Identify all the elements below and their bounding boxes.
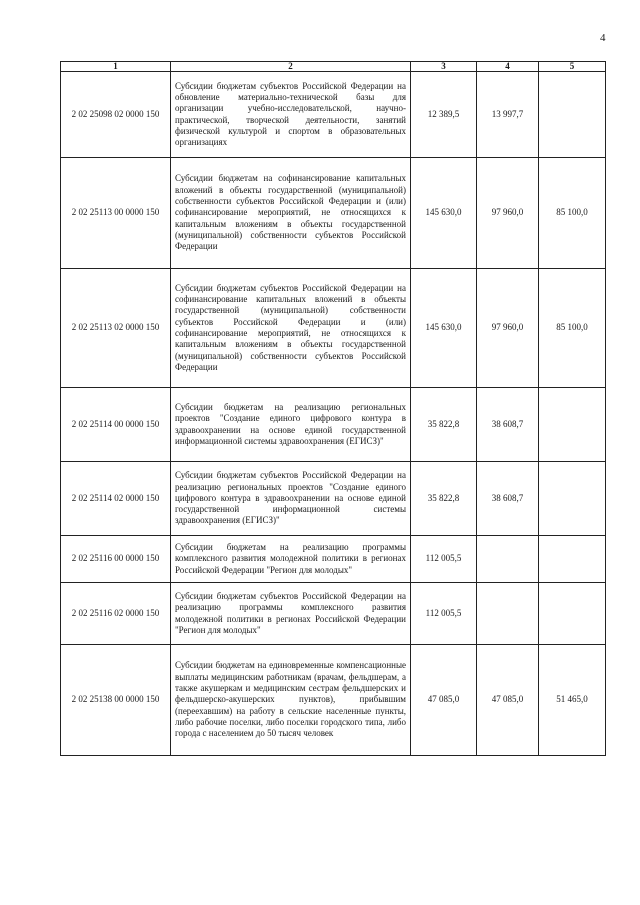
row-description: Субсидии бюджетам субъектов Российской Федерации на софинансирование капитальных вложений в объекты государственной (муниципальной) собственности субъектов Российской Федерации и (или) софинансирование мероприятий, не относящихся к капитальным вложениям в объекты государственной (муниципальной) собственности субъектов Российской Федерации bbox=[171, 269, 411, 388]
table-row bbox=[61, 645, 606, 756]
row-value-col3: 112 005,5 bbox=[411, 583, 477, 645]
row-value-col4: 97 960,0 bbox=[477, 269, 539, 388]
row-value-col5 bbox=[539, 388, 606, 462]
row-value-col5: 85 100,0 bbox=[539, 158, 606, 269]
row-value-col3: 35 822,8 bbox=[411, 388, 477, 462]
table-row bbox=[61, 72, 606, 158]
table-row bbox=[61, 583, 606, 645]
row-code: 2 02 25113 00 0000 150 bbox=[61, 158, 171, 269]
row-value-col5: 85 100,0 bbox=[539, 269, 606, 388]
table-row bbox=[61, 536, 606, 583]
row-value-col4 bbox=[477, 583, 539, 645]
table-row bbox=[61, 269, 606, 388]
page-number: 4 bbox=[600, 32, 606, 44]
row-value-col5 bbox=[539, 536, 606, 583]
row-value-col4: 47 085,0 bbox=[477, 645, 539, 756]
row-value-col5 bbox=[539, 72, 606, 158]
row-description: Субсидии бюджетам на реализацию региональных проектов "Создание единого цифрового контура в здравоохранении на основе единой государственной информационной системы здравоохранения (ЕГИСЗ)" bbox=[171, 388, 411, 462]
row-value-col5 bbox=[539, 583, 606, 645]
row-value-col4 bbox=[477, 536, 539, 583]
row-value-col5: 51 465,0 bbox=[539, 645, 606, 756]
row-code: 2 02 25113 02 0000 150 bbox=[61, 269, 171, 388]
row-description: Субсидии бюджетам на единовременные компенсационные выплаты медицинским работникам (врачам, фельдшерам, а также акушеркам и медицинским сестрам фельдшерских и фельдшерско-акушерских пунктов), прибывшим (переехавшим) на работу в сельские населенные пункты, либо рабочие поселки, либо поселки городского типа, либо города с населением до 50 тысяч человек bbox=[171, 645, 411, 756]
row-value-col4: 38 608,7 bbox=[477, 462, 539, 536]
row-value-col3: 145 630,0 bbox=[411, 158, 477, 269]
row-description: Субсидии бюджетам субъектов Российской Федерации на реализацию региональных проектов "Создание единого цифрового контура в здравоохранении на основе единой государственной информационной системы здравоохранения (ЕГИСЗ)" bbox=[171, 462, 411, 536]
row-value-col3: 145 630,0 bbox=[411, 269, 477, 388]
table-row bbox=[61, 158, 606, 269]
row-value-col4: 97 960,0 bbox=[477, 158, 539, 269]
table-row bbox=[61, 388, 606, 462]
row-code: 2 02 25116 02 0000 150 bbox=[61, 583, 171, 645]
column-header-4: 4 bbox=[477, 62, 539, 72]
row-value-col3: 35 822,8 bbox=[411, 462, 477, 536]
column-header-1: 1 bbox=[61, 62, 171, 72]
column-header-2: 2 bbox=[171, 62, 411, 72]
row-code: 2 02 25098 02 0000 150 bbox=[61, 72, 171, 158]
row-description: Субсидии бюджетам субъектов Российской Федерации на реализацию программы комплексного развития молодежной политики в регионах Российской Федерации "Регион для молодых" bbox=[171, 583, 411, 645]
column-header-5: 5 bbox=[539, 62, 606, 72]
column-header-3: 3 bbox=[411, 62, 477, 72]
row-value-col3: 12 389,5 bbox=[411, 72, 477, 158]
header-row bbox=[61, 62, 606, 72]
row-code: 2 02 25138 00 0000 150 bbox=[61, 645, 171, 756]
row-description: Субсидии бюджетам на софинансирование капитальных вложений в объекты государственной (муниципальной) собственности субъектов Российской Федерации и (или) софинансирование мероприятий, не относящихся к капитальным вложениям в объекты государственной (муниципальной) собственности субъектов Российской Федерации bbox=[171, 158, 411, 269]
row-value-col3: 47 085,0 bbox=[411, 645, 477, 756]
row-code: 2 02 25114 00 0000 150 bbox=[61, 388, 171, 462]
row-description: Субсидии бюджетам субъектов Российской Федерации на обновление материально-технической базы для организации учебно-исследовательской, научно-практической, творческой деятельности, занятий физической культурой и спортом в образовательных организациях bbox=[171, 72, 411, 158]
table-row bbox=[61, 462, 606, 536]
budget-table bbox=[60, 61, 606, 756]
row-value-col4: 13 997,7 bbox=[477, 72, 539, 158]
row-value-col3: 112 005,5 bbox=[411, 536, 477, 583]
row-code: 2 02 25116 00 0000 150 bbox=[61, 536, 171, 583]
row-description: Субсидии бюджетам на реализацию программы комплексного развития молодежной политики в регионах Российской Федерации "Регион для молодых" bbox=[171, 536, 411, 583]
row-value-col5 bbox=[539, 462, 606, 536]
row-code: 2 02 25114 02 0000 150 bbox=[61, 462, 171, 536]
row-value-col4: 38 608,7 bbox=[477, 388, 539, 462]
